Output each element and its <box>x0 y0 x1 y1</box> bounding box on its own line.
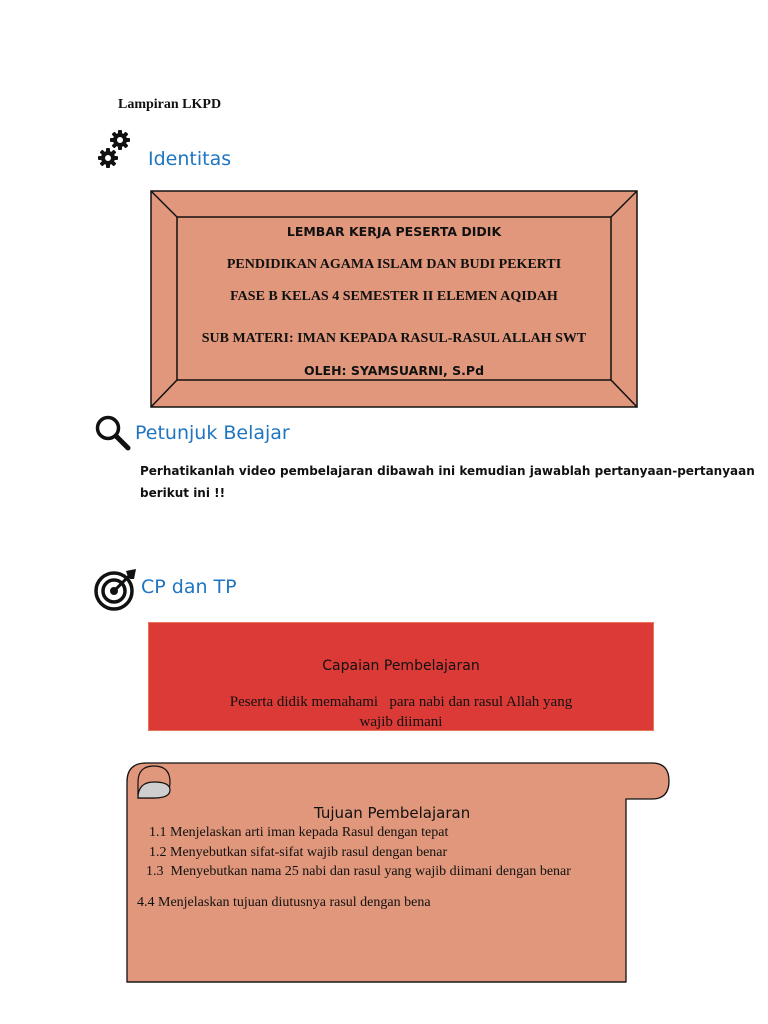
target-icon <box>94 567 138 611</box>
frame-line-subject: PENDIDIKAN AGAMA ISLAM DAN BUDI PEKERTI <box>226 257 562 272</box>
magnifier-icon <box>94 414 132 452</box>
identitas-heading: Identitas <box>148 148 232 170</box>
frame-line-fase: FASE B KELAS 4 SEMESTER II ELEMEN AQIDAH <box>230 289 558 304</box>
tujuan-item-1: 1.1 Menjelaskan arti iman kepada Rasul dengan tepat <box>149 825 449 840</box>
frame-line-lks: LEMBAR KERJA PESERTA DIDIK <box>286 224 502 239</box>
tujuan-item-3: 1.3 Menyebutkan nama 25 nabi dan rasul yang wajib diimani dengan benar <box>146 864 571 879</box>
lampiran-label: Lampiran LKPD <box>118 97 222 112</box>
identitas-frame <box>150 190 638 408</box>
petunjuk-heading: Petunjuk Belajar <box>135 422 290 444</box>
petunjuk-text-line2: berikut ini !! <box>140 486 226 500</box>
tujuan-title: Tujuan Pembelajaran <box>314 804 471 822</box>
petunjuk-text-line1: Perhatikanlah video pembelajaran dibawah ini kemudian jawablah pertanyaan-pertanyaan <box>140 464 755 478</box>
cptp-heading: CP dan TP <box>141 576 237 598</box>
tujuan-scroll <box>124 760 672 982</box>
frame-line-submateri: SUB MATERI: IMAN KEPADA RASUL-RASUL ALLAH SWT <box>201 331 587 346</box>
capaian-box <box>148 622 654 731</box>
gears-icon <box>96 128 136 172</box>
capaian-text-line1: Peserta didik memahami para nabi dan rasul Allah yang <box>229 694 573 710</box>
capaian-text-line2: wajib diimani <box>359 714 443 730</box>
tujuan-item-4: 4.4 Menjelaskan tujuan diutusnya rasul dengan bena <box>137 895 431 910</box>
tujuan-item-2: 1.2 Menyebutkan sifat-sifat wajib rasul dengan benar <box>149 845 448 860</box>
frame-line-author: OLEH: SYAMSUARNI, S.Pd <box>303 363 485 378</box>
capaian-title: Capaian Pembelajaran <box>322 658 480 674</box>
